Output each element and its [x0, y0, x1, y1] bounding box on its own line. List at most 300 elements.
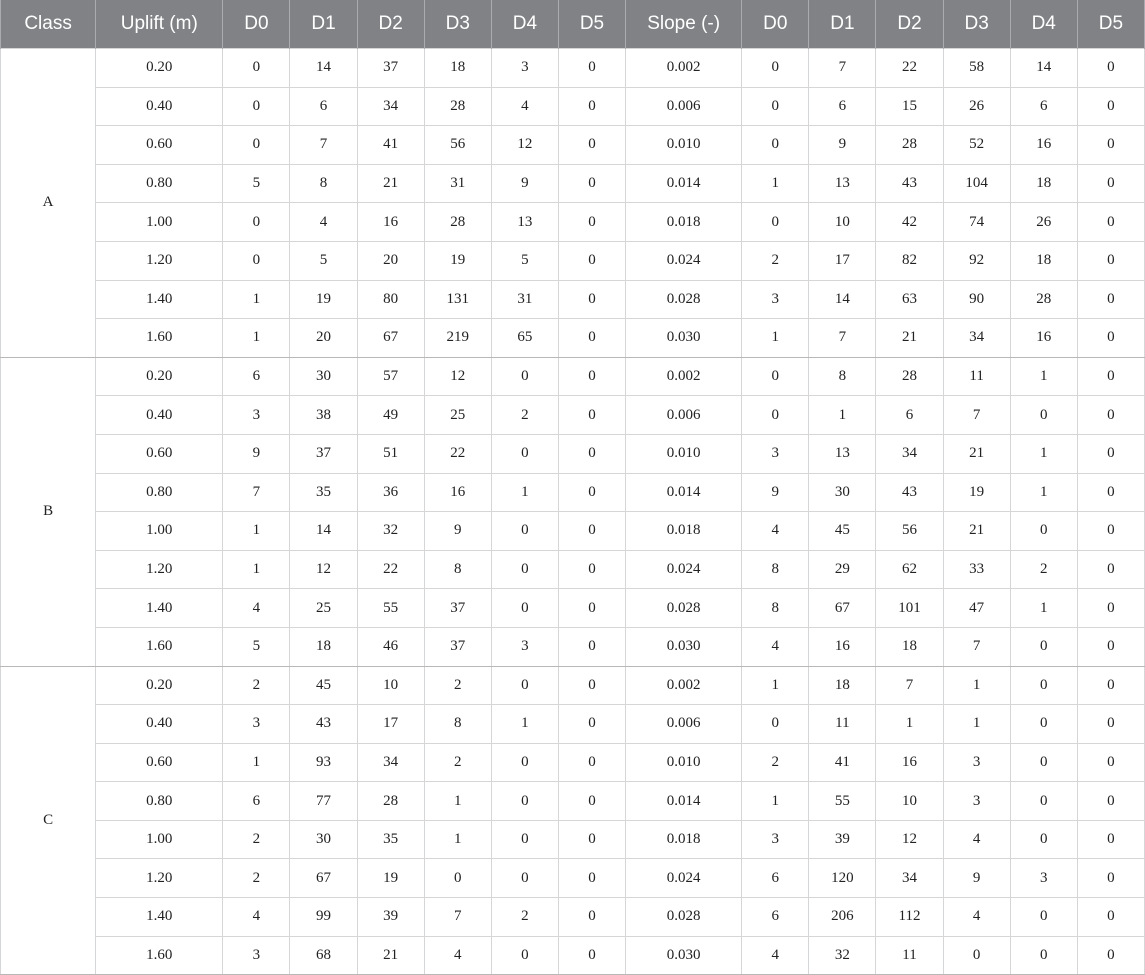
count-cell: 0	[1010, 666, 1077, 705]
count-cell: 6	[290, 87, 357, 126]
count-cell: 9	[491, 164, 558, 203]
count-cell: 21	[876, 319, 943, 358]
uplift-cell: 0.60	[96, 126, 223, 165]
slope-cell: 0.010	[626, 434, 742, 473]
header-slope-d0: D0	[742, 0, 809, 49]
count-cell: 0	[558, 280, 625, 319]
header-class: Class	[1, 0, 96, 49]
count-cell: 35	[290, 473, 357, 512]
count-cell: 0	[558, 126, 625, 165]
table-row	[1, 627, 1145, 666]
count-cell: 0	[223, 241, 290, 280]
count-cell: 17	[357, 705, 424, 744]
count-cell: 3	[223, 396, 290, 435]
count-cell: 206	[809, 898, 876, 937]
count-cell: 8	[742, 589, 809, 628]
count-cell: 34	[876, 859, 943, 898]
count-cell: 67	[357, 319, 424, 358]
slope-cell: 0.002	[626, 666, 742, 705]
count-cell: 1	[742, 782, 809, 821]
count-cell: 57	[357, 357, 424, 396]
uplift-cell: 1.20	[96, 550, 223, 589]
count-cell: 0	[1077, 164, 1144, 203]
count-cell: 0	[1077, 589, 1144, 628]
count-cell: 1	[742, 666, 809, 705]
table-row	[1, 280, 1145, 319]
count-cell: 16	[809, 627, 876, 666]
count-cell: 0	[558, 820, 625, 859]
count-cell: 30	[809, 473, 876, 512]
count-cell: 45	[290, 666, 357, 705]
count-cell: 8	[424, 550, 491, 589]
count-cell: 3	[223, 705, 290, 744]
uplift-cell: 0.80	[96, 164, 223, 203]
count-cell: 2	[491, 898, 558, 937]
count-cell: 38	[290, 396, 357, 435]
header-slope-d4: D4	[1010, 0, 1077, 49]
table-row	[1, 936, 1145, 975]
count-cell: 93	[290, 743, 357, 782]
count-cell: 0	[491, 743, 558, 782]
count-cell: 0	[943, 936, 1010, 975]
count-cell: 21	[357, 164, 424, 203]
count-cell: 28	[424, 87, 491, 126]
count-cell: 56	[876, 512, 943, 551]
slope-cell: 0.006	[626, 396, 742, 435]
count-cell: 29	[809, 550, 876, 589]
uplift-cell: 1.20	[96, 859, 223, 898]
count-cell: 14	[290, 512, 357, 551]
count-cell: 22	[876, 49, 943, 88]
count-cell: 0	[1077, 241, 1144, 280]
count-cell: 0	[1077, 203, 1144, 242]
uplift-cell: 1.40	[96, 589, 223, 628]
count-cell: 68	[290, 936, 357, 975]
table-row	[1, 512, 1145, 551]
count-cell: 39	[357, 898, 424, 937]
count-cell: 0	[558, 49, 625, 88]
count-cell: 6	[1010, 87, 1077, 126]
count-cell: 0	[558, 319, 625, 358]
count-cell: 0	[558, 898, 625, 937]
count-cell: 4	[290, 203, 357, 242]
count-cell: 5	[223, 627, 290, 666]
count-cell: 0	[558, 782, 625, 821]
count-cell: 0	[1077, 434, 1144, 473]
slope-cell: 0.010	[626, 743, 742, 782]
count-cell: 5	[223, 164, 290, 203]
count-cell: 0	[1010, 627, 1077, 666]
count-cell: 16	[876, 743, 943, 782]
count-cell: 32	[809, 936, 876, 975]
table-row	[1, 898, 1145, 937]
count-cell: 0	[491, 820, 558, 859]
count-cell: 11	[876, 936, 943, 975]
count-cell: 0	[491, 434, 558, 473]
count-cell: 13	[809, 434, 876, 473]
count-cell: 0	[1010, 396, 1077, 435]
count-cell: 4	[742, 936, 809, 975]
count-cell: 14	[809, 280, 876, 319]
count-cell: 12	[290, 550, 357, 589]
uplift-cell: 1.40	[96, 898, 223, 937]
slope-cell: 0.024	[626, 859, 742, 898]
count-cell: 0	[558, 357, 625, 396]
header-uplift-d3: D3	[424, 0, 491, 49]
class-cell: B	[1, 357, 96, 666]
slope-cell: 0.014	[626, 782, 742, 821]
count-cell: 99	[290, 898, 357, 937]
count-cell: 10	[357, 666, 424, 705]
count-cell: 12	[491, 126, 558, 165]
count-cell: 28	[876, 357, 943, 396]
count-cell: 9	[223, 434, 290, 473]
count-cell: 31	[424, 164, 491, 203]
count-cell: 18	[290, 627, 357, 666]
uplift-cell: 0.60	[96, 434, 223, 473]
uplift-cell: 0.80	[96, 782, 223, 821]
count-cell: 3	[491, 627, 558, 666]
count-cell: 2	[223, 820, 290, 859]
count-cell: 14	[290, 49, 357, 88]
count-cell: 12	[876, 820, 943, 859]
count-cell: 19	[424, 241, 491, 280]
count-cell: 20	[290, 319, 357, 358]
count-cell: 1	[223, 319, 290, 358]
count-cell: 0	[1077, 705, 1144, 744]
count-cell: 0	[1010, 936, 1077, 975]
uplift-cell: 1.00	[96, 203, 223, 242]
count-cell: 41	[357, 126, 424, 165]
count-cell: 11	[943, 357, 1010, 396]
table-row	[1, 49, 1145, 88]
count-cell: 39	[809, 820, 876, 859]
count-cell: 16	[357, 203, 424, 242]
count-cell: 25	[424, 396, 491, 435]
count-cell: 0	[558, 859, 625, 898]
uplift-cell: 0.40	[96, 87, 223, 126]
count-cell: 34	[943, 319, 1010, 358]
count-cell: 0	[742, 357, 809, 396]
count-cell: 43	[290, 705, 357, 744]
count-cell: 22	[357, 550, 424, 589]
table-row	[1, 319, 1145, 358]
count-cell: 0	[491, 589, 558, 628]
uplift-cell: 0.60	[96, 743, 223, 782]
count-cell: 0	[558, 241, 625, 280]
count-cell: 0	[1077, 743, 1144, 782]
count-cell: 8	[742, 550, 809, 589]
count-cell: 0	[1010, 820, 1077, 859]
slope-cell: 0.014	[626, 164, 742, 203]
count-cell: 3	[1010, 859, 1077, 898]
count-cell: 0	[558, 666, 625, 705]
count-cell: 2	[491, 396, 558, 435]
count-cell: 2	[424, 743, 491, 782]
count-cell: 0	[742, 396, 809, 435]
count-cell: 1	[1010, 357, 1077, 396]
count-cell: 21	[943, 434, 1010, 473]
slope-cell: 0.010	[626, 126, 742, 165]
count-cell: 0	[1077, 936, 1144, 975]
table-row	[1, 859, 1145, 898]
count-cell: 4	[491, 87, 558, 126]
count-cell: 55	[809, 782, 876, 821]
count-cell: 7	[876, 666, 943, 705]
count-cell: 18	[876, 627, 943, 666]
count-cell: 6	[742, 898, 809, 937]
header-slope-d5: D5	[1077, 0, 1144, 49]
count-cell: 0	[1077, 512, 1144, 551]
header-uplift-d5: D5	[558, 0, 625, 49]
count-cell: 58	[943, 49, 1010, 88]
count-cell: 7	[290, 126, 357, 165]
uplift-cell: 0.20	[96, 357, 223, 396]
count-cell: 20	[357, 241, 424, 280]
count-cell: 5	[290, 241, 357, 280]
count-cell: 0	[558, 936, 625, 975]
count-cell: 7	[943, 627, 1010, 666]
count-cell: 26	[1010, 203, 1077, 242]
count-cell: 14	[1010, 49, 1077, 88]
uplift-cell: 0.40	[96, 705, 223, 744]
count-cell: 0	[223, 126, 290, 165]
count-cell: 0	[558, 512, 625, 551]
slope-cell: 0.006	[626, 705, 742, 744]
count-cell: 3	[943, 743, 1010, 782]
count-cell: 82	[876, 241, 943, 280]
count-cell: 8	[290, 164, 357, 203]
header-slope-d1: D1	[809, 0, 876, 49]
count-cell: 0	[1077, 280, 1144, 319]
count-cell: 3	[742, 280, 809, 319]
count-cell: 0	[558, 434, 625, 473]
count-cell: 15	[876, 87, 943, 126]
count-cell: 42	[876, 203, 943, 242]
count-cell: 2	[424, 666, 491, 705]
count-cell: 7	[809, 49, 876, 88]
count-cell: 28	[1010, 280, 1077, 319]
uplift-cell: 0.40	[96, 396, 223, 435]
count-cell: 6	[742, 859, 809, 898]
header-slope: Slope (-)	[626, 0, 742, 49]
uplift-cell: 0.20	[96, 49, 223, 88]
count-cell: 0	[223, 49, 290, 88]
table-row	[1, 164, 1145, 203]
count-cell: 1	[223, 280, 290, 319]
count-cell: 1	[223, 550, 290, 589]
count-cell: 34	[357, 743, 424, 782]
count-cell: 11	[809, 705, 876, 744]
slope-cell: 0.002	[626, 49, 742, 88]
count-cell: 10	[809, 203, 876, 242]
count-cell: 13	[809, 164, 876, 203]
count-cell: 21	[943, 512, 1010, 551]
class-cell: A	[1, 49, 96, 358]
count-cell: 9	[943, 859, 1010, 898]
count-cell: 3	[223, 936, 290, 975]
count-cell: 0	[1077, 898, 1144, 937]
slope-cell: 0.014	[626, 473, 742, 512]
header-slope-d3: D3	[943, 0, 1010, 49]
count-cell: 0	[558, 550, 625, 589]
count-cell: 18	[1010, 241, 1077, 280]
table-row	[1, 357, 1145, 396]
count-cell: 0	[491, 936, 558, 975]
table-row	[1, 126, 1145, 165]
count-cell: 0	[1077, 627, 1144, 666]
count-cell: 35	[357, 820, 424, 859]
count-cell: 4	[742, 512, 809, 551]
table-body	[1, 49, 1145, 975]
count-cell: 37	[357, 49, 424, 88]
count-cell: 77	[290, 782, 357, 821]
header-uplift-d1: D1	[290, 0, 357, 49]
count-cell: 49	[357, 396, 424, 435]
slope-cell: 0.002	[626, 357, 742, 396]
count-cell: 28	[876, 126, 943, 165]
count-cell: 1	[1010, 434, 1077, 473]
count-cell: 0	[1077, 473, 1144, 512]
count-cell: 0	[491, 782, 558, 821]
count-cell: 7	[809, 319, 876, 358]
count-cell: 56	[424, 126, 491, 165]
table-row	[1, 743, 1145, 782]
count-cell: 1	[742, 319, 809, 358]
uplift-cell: 1.60	[96, 936, 223, 975]
count-cell: 67	[809, 589, 876, 628]
count-cell: 7	[943, 396, 1010, 435]
count-cell: 6	[876, 396, 943, 435]
count-cell: 120	[809, 859, 876, 898]
count-cell: 0	[1010, 705, 1077, 744]
count-cell: 19	[290, 280, 357, 319]
table-row	[1, 241, 1145, 280]
count-cell: 1	[491, 705, 558, 744]
count-cell: 0	[424, 859, 491, 898]
count-cell: 12	[424, 357, 491, 396]
count-cell: 90	[943, 280, 1010, 319]
count-cell: 9	[809, 126, 876, 165]
class-cell: C	[1, 666, 96, 975]
count-cell: 52	[943, 126, 1010, 165]
count-cell: 0	[742, 705, 809, 744]
count-cell: 112	[876, 898, 943, 937]
slope-cell: 0.030	[626, 319, 742, 358]
count-cell: 28	[357, 782, 424, 821]
count-cell: 7	[424, 898, 491, 937]
table-row	[1, 820, 1145, 859]
count-cell: 37	[424, 589, 491, 628]
count-cell: 43	[876, 164, 943, 203]
count-cell: 74	[943, 203, 1010, 242]
count-cell: 1	[742, 164, 809, 203]
count-cell: 62	[876, 550, 943, 589]
count-cell: 3	[491, 49, 558, 88]
table-row	[1, 87, 1145, 126]
count-cell: 13	[491, 203, 558, 242]
count-cell: 26	[943, 87, 1010, 126]
count-cell: 0	[1077, 820, 1144, 859]
count-cell: 46	[357, 627, 424, 666]
count-cell: 21	[357, 936, 424, 975]
count-cell: 1	[1010, 589, 1077, 628]
table-row	[1, 589, 1145, 628]
uplift-cell: 1.60	[96, 319, 223, 358]
uplift-cell: 0.80	[96, 473, 223, 512]
count-cell: 0	[491, 666, 558, 705]
uplift-cell: 1.00	[96, 820, 223, 859]
count-cell: 34	[357, 87, 424, 126]
count-cell: 0	[1077, 126, 1144, 165]
slope-cell: 0.024	[626, 550, 742, 589]
count-cell: 34	[876, 434, 943, 473]
count-cell: 9	[742, 473, 809, 512]
count-cell: 0	[491, 859, 558, 898]
slope-cell: 0.030	[626, 627, 742, 666]
count-cell: 31	[491, 280, 558, 319]
slope-cell: 0.006	[626, 87, 742, 126]
count-cell: 16	[1010, 319, 1077, 358]
count-cell: 2	[223, 666, 290, 705]
slope-cell: 0.024	[626, 241, 742, 280]
count-cell: 51	[357, 434, 424, 473]
header-row	[1, 0, 1145, 49]
count-cell: 0	[491, 512, 558, 551]
count-cell: 33	[943, 550, 1010, 589]
table-row	[1, 550, 1145, 589]
table-row	[1, 705, 1145, 744]
count-cell: 9	[424, 512, 491, 551]
count-cell: 2	[742, 743, 809, 782]
count-cell: 36	[357, 473, 424, 512]
count-cell: 43	[876, 473, 943, 512]
count-cell: 19	[943, 473, 1010, 512]
slope-cell: 0.030	[626, 936, 742, 975]
uplift-cell: 1.40	[96, 280, 223, 319]
count-cell: 0	[558, 743, 625, 782]
count-cell: 6	[223, 782, 290, 821]
count-cell: 6	[223, 357, 290, 396]
header-slope-d2: D2	[876, 0, 943, 49]
count-cell: 4	[943, 820, 1010, 859]
count-cell: 101	[876, 589, 943, 628]
count-cell: 30	[290, 357, 357, 396]
count-cell: 37	[424, 627, 491, 666]
uplift-cell: 0.20	[96, 666, 223, 705]
table-row	[1, 782, 1145, 821]
table-row	[1, 396, 1145, 435]
count-cell: 4	[424, 936, 491, 975]
count-cell: 18	[424, 49, 491, 88]
count-cell: 8	[424, 705, 491, 744]
count-cell: 0	[742, 49, 809, 88]
count-cell: 6	[809, 87, 876, 126]
count-cell: 0	[1077, 666, 1144, 705]
count-cell: 0	[558, 627, 625, 666]
count-cell: 2	[742, 241, 809, 280]
header-uplift: Uplift (m)	[96, 0, 223, 49]
table-row	[1, 203, 1145, 242]
count-cell: 0	[742, 87, 809, 126]
count-cell: 0	[1077, 87, 1144, 126]
count-cell: 131	[424, 280, 491, 319]
count-cell: 0	[1077, 49, 1144, 88]
count-cell: 63	[876, 280, 943, 319]
count-cell: 8	[809, 357, 876, 396]
count-cell: 65	[491, 319, 558, 358]
count-cell: 0	[558, 87, 625, 126]
